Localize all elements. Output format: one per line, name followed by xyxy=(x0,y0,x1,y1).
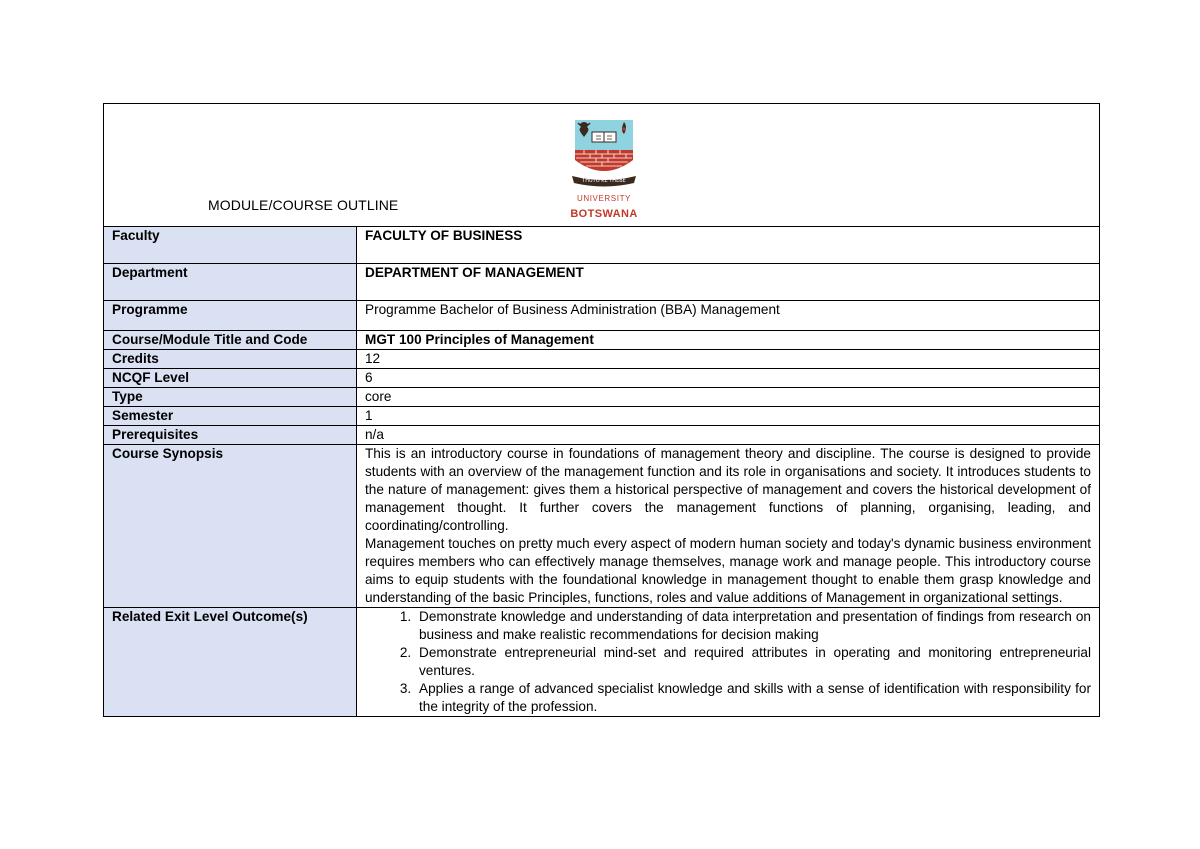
list-item: 1. Demonstrate knowledge and understanding of data interpretation and presentation of findings from research on business and make realistic recommendations for decision making xyxy=(415,608,1091,644)
outcomes-label: Related Exit Level Outcome(s) xyxy=(104,608,357,717)
type-value: core xyxy=(357,388,1100,407)
outcomes-row xyxy=(104,608,1100,717)
logo-botswana-text: BOTSWANA xyxy=(570,208,638,220)
course-title-row xyxy=(104,331,1100,350)
credits-label: Credits xyxy=(104,350,357,369)
department-row xyxy=(104,264,1100,301)
semester-row xyxy=(104,407,1100,426)
faculty-row xyxy=(104,227,1100,264)
department-value: DEPARTMENT OF MANAGEMENT xyxy=(357,264,1100,301)
synopsis-label: Course Synopsis xyxy=(104,445,357,608)
department-label: Department xyxy=(104,264,357,301)
faculty-label: Faculty xyxy=(104,227,357,264)
page-title: MODULE/COURSE OUTLINE xyxy=(208,197,399,213)
svg-text:THUTO KE THEBE: THUTO KE THEBE xyxy=(582,178,626,184)
programme-value: Programme Bachelor of Business Administration (BBA) Management xyxy=(357,301,1100,331)
course-title-label: Course/Module Title and Code xyxy=(104,331,357,350)
prerequisites-label: Prerequisites xyxy=(104,426,357,445)
university-crest-icon xyxy=(570,116,638,194)
course-title-value: MGT 100 Principles of Management xyxy=(357,331,1100,350)
university-logo xyxy=(570,116,638,220)
programme-row xyxy=(104,301,1100,331)
logo-university-text: UNIVERSITY xyxy=(576,194,631,203)
synopsis-row xyxy=(104,445,1100,608)
faculty-value: FACULTY OF BUSINESS xyxy=(357,227,1100,264)
synopsis-paragraph-1: This is an introductory course in foundations of management theory and discipline. The course is designed to provide students with an overview of the management function and its role in organisations and society. It introduces students to the nature of management: gives them a historical perspective of management and covers the historical development of management thought. It further covers the management functions of planning, organising, leading, and coordinating/controlling. xyxy=(365,446,1091,533)
semester-value: 1 xyxy=(357,407,1100,426)
outcomes-value xyxy=(357,608,1100,717)
prerequisites-value: n/a xyxy=(357,426,1100,445)
list-item: 2. Demonstrate entrepreneurial mind-set and required attributes in operating and monitoring entrepreneurial ventures. xyxy=(415,644,1091,680)
type-row xyxy=(104,388,1100,407)
header-row xyxy=(104,104,1100,227)
synopsis-value xyxy=(357,445,1100,608)
semester-label: Semester xyxy=(104,407,357,426)
prerequisites-row xyxy=(104,426,1100,445)
credits-row xyxy=(104,350,1100,369)
ncqf-row xyxy=(104,369,1100,388)
credits-value: 12 xyxy=(357,350,1100,369)
type-label: Type xyxy=(104,388,357,407)
list-item: 3. Applies a range of advanced specialist knowledge and skills with a sense of identification with responsibility for the integrity of the profession. xyxy=(415,680,1091,716)
programme-label: Programme xyxy=(104,301,357,331)
ncqf-label: NCQF Level xyxy=(104,369,357,388)
synopsis-paragraph-2: Management touches on pretty much every aspect of modern human society and today's dynamic business environment requires members who can effectively manage themselves, manage work and manage people. This introductory course aims to equip students with the foundational knowledge in management thought to enable them grasp knowledge and understanding of the basic Principles, functions, roles and value additions of Management in organizational settings. xyxy=(365,536,1091,605)
course-outline-table xyxy=(103,103,1100,717)
ncqf-value: 6 xyxy=(357,369,1100,388)
header-cell xyxy=(104,104,1100,227)
outcomes-list xyxy=(365,608,1091,716)
